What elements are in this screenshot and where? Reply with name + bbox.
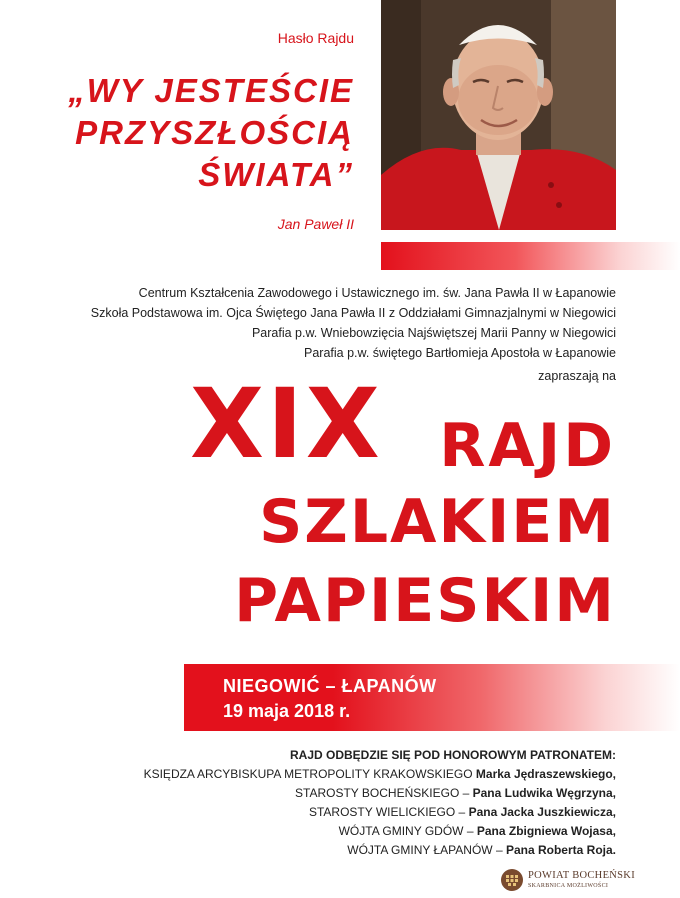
motto-author: Jan Paweł II — [277, 216, 354, 232]
patron-role: WÓJTA GMINY ŁAPANÓW – — [347, 843, 503, 857]
patron-role: STAROSTY WIELICKIEGO – — [308, 805, 466, 819]
patronage-heading: RAJD ODBĘDZIE SIĘ POD HONOROWYM PATRONATEM: — [289, 748, 616, 762]
organizer-line: Parafia p.w. świętego Bartłomieja Apostoła w Łapanowie — [304, 346, 616, 360]
motto-label: Hasło Rajdu — [277, 30, 354, 46]
event-route: NIEGOWIĆ – ŁAPANÓW — [223, 676, 437, 696]
motto-line-1: „WY JESTEŚCIE — [68, 72, 354, 109]
patron-name: Pana Ludwika Węgrzyna, — [472, 786, 616, 800]
patronage-row — [144, 822, 616, 841]
motto-line-3: ŚWIATA” — [198, 156, 354, 193]
logo-tagline: SKARBNICA MOŻLIWOŚCI — [528, 883, 609, 889]
pope-portrait-photo — [381, 0, 616, 230]
patronage-row — [144, 841, 616, 860]
logo-name: POWIAT BOCHEŃSKI — [528, 870, 635, 881]
title-word-rajd: RAJD — [439, 411, 616, 481]
patronage-row — [144, 803, 616, 822]
patron-role: STAROSTY BOCHEŃSKIEGO – — [295, 786, 470, 800]
powiat-crest-icon — [500, 868, 524, 892]
patron-name: Pana Jacka Juszkiewicza, — [468, 805, 616, 819]
organizer-line: Parafia p.w. Wniebowzięcia Najświętszej Marii Panny w Niegowici — [251, 326, 616, 340]
motto-line-2: PRZYSZŁOŚCIĄ — [75, 114, 354, 151]
organizers-list — [91, 283, 616, 363]
patron-role: KSIĘDZA ARCYBISKUPA METROPOLITY KRAKOWSKIEGO — [143, 767, 473, 781]
motto-quote — [68, 70, 354, 196]
patron-name: Pana Roberta Roja. — [505, 843, 616, 857]
title-line-szlakiem: SZLAKIEM — [259, 487, 616, 557]
powiat-logo — [500, 868, 635, 894]
title-line-papieskim: PAPIESKIM — [234, 566, 616, 636]
title-edition-number: XIX — [190, 368, 383, 480]
patron-name: Pana Zbigniewa Wojasa, — [476, 824, 616, 838]
top-decorative-band — [381, 242, 680, 270]
patronage-row — [144, 784, 616, 803]
invite-text: zapraszają na — [538, 369, 616, 383]
portrait-illustration — [381, 0, 616, 230]
organizer-line: Centrum Kształcenia Zawodowego i Ustawicznego im. św. Jana Pawła II w Łapanowie — [138, 286, 616, 300]
event-date: 19 maja 2018 r. — [223, 701, 351, 721]
patron-name: Marka Jędraszewskiego, — [475, 767, 616, 781]
patron-role: WÓJTA GMINY GDÓW – — [338, 824, 474, 838]
organizer-line: Szkoła Podstawowa im. Ojca Świętego Jana Pawła II z Oddziałami Gimnazjalnymi w Niegowici — [90, 306, 616, 320]
patronage-section — [144, 746, 616, 860]
patronage-row — [144, 765, 616, 784]
